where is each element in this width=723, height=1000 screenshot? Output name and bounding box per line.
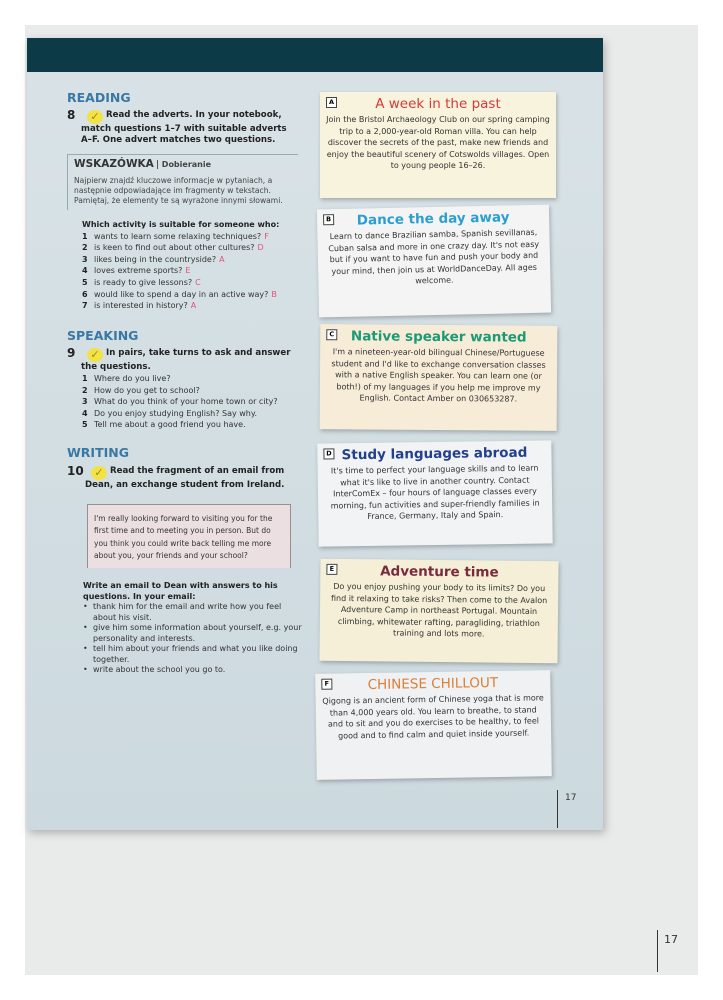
item-text: loves extreme sports? [94,266,183,276]
tip-subtitle: Dobieranie [157,160,211,169]
list-item [82,254,302,266]
item-text: is interested in history? [94,301,188,311]
checkmark-icon: ✓ [91,466,107,480]
task: Write an email to Dean with answers to his questions. In your email: [83,581,278,601]
advert-title: Dance the day away [356,209,510,229]
tip-box [67,154,298,210]
list-item [82,289,302,301]
advert-title: Native speaker wanted [350,328,527,346]
reading-heading: READING [67,90,131,105]
item-text: Where do you live? [94,374,171,383]
item-number: 1 [82,231,88,241]
writing-heading: WRITING [67,445,129,460]
answer-letter: F [264,231,269,241]
list-item [82,242,302,254]
outer-page-number: 17 [664,933,678,946]
divider [557,790,558,828]
header-band [27,38,603,72]
instruction: In pairs, take turns to ask and answer the questions. [81,348,291,372]
email-fragment: I'm really looking forward to visiting you for the first time and to meeting you in person. But do you think you could write back telling me more about you, your friends and your school? [87,504,291,568]
exercise-9 [67,348,297,373]
list-item [82,385,302,397]
advert-b [317,205,551,318]
advert-text: I'm a nineteen-year-old bilingual Chinese/Portuguese student and I'd like to exchange conversation classes with a native English speaker. You can learn one (or both!) of my languages if you help me improve my English. Contact Amber on 030653287. [331,347,546,404]
advert-label: A [326,97,337,108]
tip-title: WSKAZÓWKA [74,158,154,170]
advert-title: Adventure time [380,563,499,581]
item-text: is ready to give lessons? [94,277,193,287]
advert-title: Study languages abroad [341,444,528,464]
list-item [82,265,302,277]
speaking-heading: SPEAKING [67,328,139,343]
bullet-item: • thank him for the email and write how you feel about his visit. [83,602,305,623]
advert-c [320,324,558,431]
list-item [82,408,302,420]
answer-letter: A [219,254,225,264]
item-number: 4 [82,408,88,418]
tip-text: Najpierw znajdź kluczowe informacje w pytaniach, a następnie odpowiadające im fragmenty w tekstach. Pamiętaj, że elementy te są wyrażone innymi słowami. [74,176,283,205]
item-number: 3 [82,254,88,264]
advert-e [319,559,558,663]
advert-label: D [323,448,334,459]
advert-text: Learn to dance Brazilian samba, Spanish sevillanas, Cuban salsa and more in one crazy day. It's not easy but if you want to have fun and push your body and your mind, then join us at WorldDanceDay. All ages welcome. [328,227,540,286]
item-text: What do you think of your home town or city? [94,397,278,407]
list-item [82,373,302,385]
exercise-10 [67,466,297,491]
reading-questions [82,219,302,312]
checkmark-icon: ✓ [87,110,103,124]
item-text: likes being in the countryside? [94,254,217,264]
item-number: 5 [82,420,88,430]
bullet-item: • write about the school you go to. [83,665,305,676]
item-text: How do you get to school? [94,385,200,395]
item-number: 7 [82,301,88,311]
advert-label: B [323,214,334,225]
item-text: Do you enjoy studying English? Say why. [94,408,258,418]
answer-letter: B [271,289,277,299]
bullet-item: • tell him about your friends and what you like doing together. [83,644,305,665]
answer-letter: C [195,277,201,287]
advert-a [320,92,556,198]
answer-letter: D [257,243,264,253]
writing-task [83,581,305,676]
item-number: 2 [82,243,88,253]
item-number: 1 [82,374,88,383]
advert-text: Do you enjoy pushing your body to its limits? Do you find it relaxing to take risks? Then come to the Avalon Adventure Camp in northeast Portugal. Mountain climbing, whitewater rafting, paragliding, triathlon training and lots more. [330,581,548,639]
instruction: Read the fragment of an email from Dean, an exchange student from Ireland. [85,466,285,490]
exercise-number: 9 [67,346,76,360]
item-text: is keen to find out about other cultures? [94,243,255,253]
advert-text: It's time to perfect your language skills and to learn what it's like to live in another country. Contact InterComEx – four hours of language classes every morning, fun activities and super-friendly families in France, Germany, Italy and Spain. [330,463,540,522]
item-text: Tell me about a good friend you have. [94,420,246,430]
exercise-8 [67,110,297,146]
item-number: 3 [82,397,88,407]
question: Which activity is suitable for someone who: [82,220,280,229]
item-text: wants to learn some relaxing techniques? [94,231,262,241]
advert-text: Qigong is an ancient form of Chinese yoga that is more than 4,000 years old. You learn to breathe, to stand and to sit and you do exercises to be healthy, to feel good and to find calm and quiet inside yourself. [322,693,544,741]
item-number: 6 [82,289,88,299]
item-text: would like to spend a day in an active way? [94,289,269,299]
answer-letter: A [190,301,197,311]
advert-label: C [326,329,337,340]
list-item [82,300,302,312]
advert-title: A week in the past [375,96,501,112]
advert-label: F [321,679,332,690]
speaking-questions [82,373,302,431]
item-number: 2 [82,385,88,395]
list-item [82,419,302,431]
book-page [27,38,603,830]
advert-d [317,440,552,546]
advert-text: Join the Bristol Archaeology Club on our spring camping trip to a 2,000-year-old Roman villa. You can help discover the secrets of the past, make new friends and enjoy the beautiful scenery of Cotswolds villages. Open to young people 16–26. [326,115,550,171]
advert-f [315,670,552,780]
exercise-number: 10 [67,464,84,478]
list-item [82,231,302,243]
advert-label: E [326,564,337,575]
bullet-item: • give him some information about yourself, e.g. your personality and interests. [83,623,305,644]
advert-title: CHINESE CHILLOUT [367,674,499,694]
checkmark-icon: ✓ [87,348,103,362]
list-item [82,396,302,408]
divider [657,930,658,972]
item-number: 5 [82,277,88,287]
list-item [82,277,302,289]
exercise-number: 8 [67,108,76,122]
page-number: 17 [565,793,577,803]
instruction: Read the adverts. In your notebook, match questions 1–7 with suitable adverts A–F. One advert matches two questions. [81,110,287,145]
answer-letter: E [185,266,191,276]
item-number: 4 [82,266,88,276]
